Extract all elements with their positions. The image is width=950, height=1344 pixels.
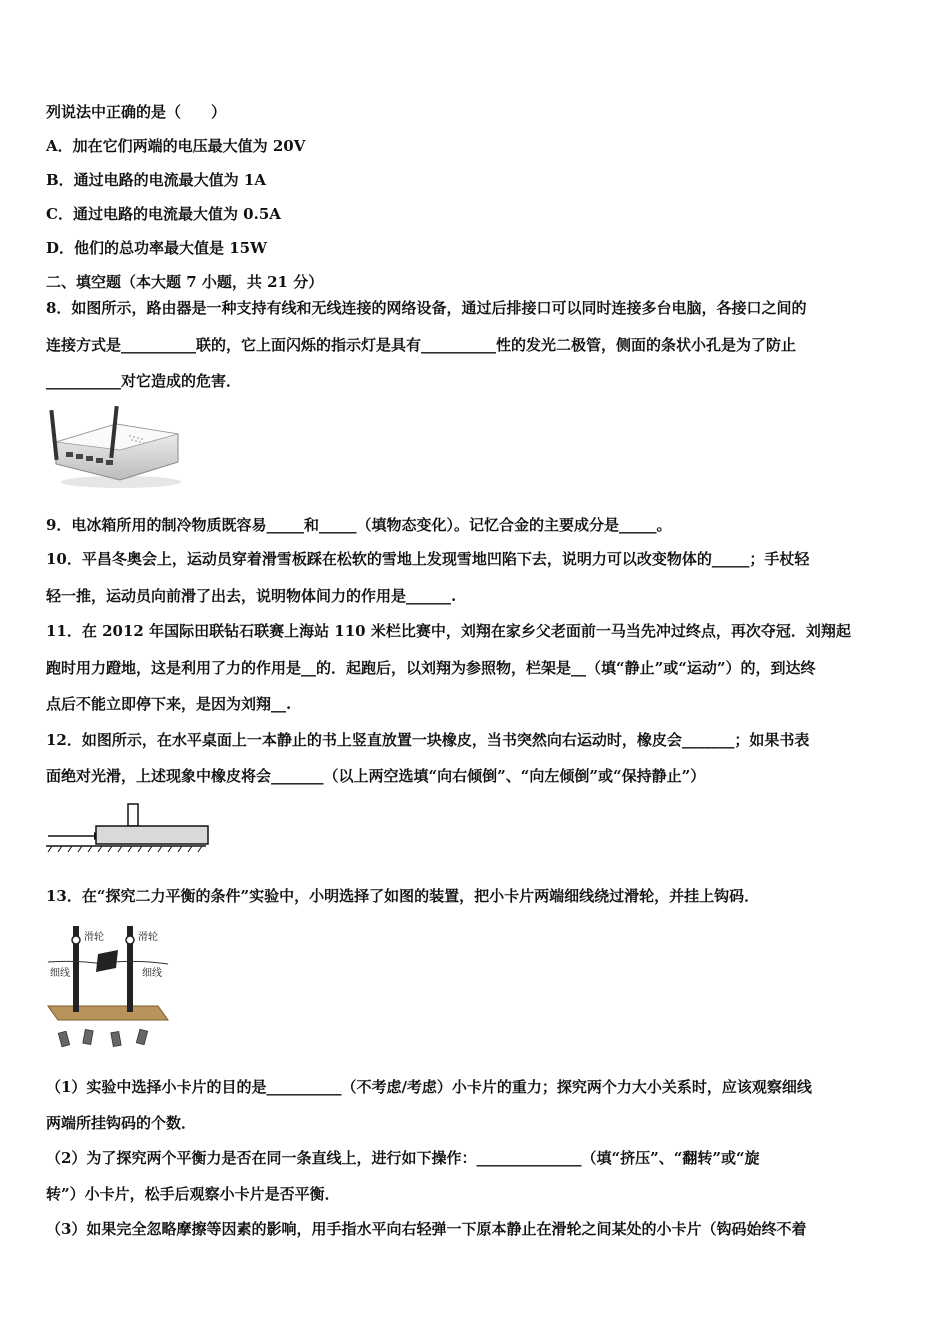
q13-sub3-line-1: （3）如果完全忽略摩擦等因素的影响，用手指水平向右轻弹一下原本静止在滑轮之间某处的小卡片（钩码始终不着	[46, 1220, 807, 1238]
q10-line-2: 轻一推，运动员向前滑了出去，说明物体间力的作用是______.	[46, 587, 457, 605]
small-card	[96, 950, 118, 972]
q7-stem-tail: 列说法中正确的是（ ）	[46, 103, 227, 121]
string-label-left: 细线	[50, 968, 70, 979]
q10-line-1: 10．平昌冬奥会上，运动员穿着滑雪板踩在松软的雪地上发现雪地凹陷下去，说明力可以改变物体的_____；手杖轻	[46, 550, 810, 568]
q13-sub1-line-2: 两端所挂钩码的个数．	[46, 1114, 197, 1132]
pulley-apparatus-figure	[46, 920, 171, 1055]
q13-sub2-line-1: （2）为了探究两个平衡力是否在同一条直线上，进行如下操作：______________（填“挤压”、“翻转”或“旋	[46, 1149, 760, 1167]
q8-line-3: __________对它造成的危害．	[46, 372, 242, 390]
q11-line-1: 11．在 2012 年国际田联钻石联赛上海站 110 米栏比赛中，刘翔在家乡父老面前一马当先冲过终点，再次夺冠．刘翔起	[46, 622, 851, 640]
q8-line-2: 连接方式是__________联的，它上面闪烁的指示灯是具有__________性的发光二极管，侧面的条状小孔是为了防止	[46, 336, 797, 354]
q7-option-c: C．通过电路的电流最大值为 0.5A	[46, 205, 281, 223]
q13-stem: 13．在“探究二力平衡的条件”实验中，小明选择了如图的装置，把小卡片两端细线绕过滑轮，并挂上钩码．	[46, 887, 760, 905]
pulley-label-right: 滑轮	[138, 932, 158, 943]
hook-weights	[58, 1029, 147, 1047]
q9-text: 9．电冰箱所用的制冷物质既容易_____和_____（填物态变化）。记忆合金的主要成分是_____。	[46, 516, 672, 534]
q11-line-2: 跑时用力蹬地，这是利用了力的作用是__的．起跑后，以刘翔为参照物，栏架是__（填“静止”或“运动”）的，到达终	[46, 659, 816, 677]
q7-option-b: B．通过电路的电流最大值为 1A	[46, 171, 266, 189]
q13-sub2-line-2: 转”）小卡片，松手后观察小卡片是否平衡．	[46, 1185, 340, 1203]
router-figure	[46, 402, 186, 492]
q12-line-1: 12．如图所示，在水平桌面上一本静止的书上竖直放置一块橡皮，当书突然向右运动时，橡皮会_______；如果书表	[46, 731, 810, 749]
eraser	[128, 804, 138, 826]
string-label-right: 细线	[142, 968, 162, 979]
q7-option-d: D．他们的总功率最大值是 15W	[46, 239, 267, 257]
book-eraser-figure	[46, 800, 211, 860]
section-heading: 二、填空题（本大题 7 小题，共 21 分）	[46, 273, 324, 291]
pulley-label-left: 滑轮	[84, 932, 104, 943]
book	[96, 826, 208, 844]
base-board	[48, 1006, 168, 1020]
q7-option-a: A．加在它们两端的电压最大值为 20V	[46, 137, 306, 155]
q12-line-2: 面绝对光滑，上述现象中橡皮将会_______（以上两空选填“向右倾倒”、“向左倾倒”或“保持静止”）	[46, 767, 706, 785]
q11-line-3: 点后不能立即停下来，是因为刘翔__.	[46, 695, 292, 713]
q8-line-1: 8．如图所示，路由器是一种支持有线和无线连接的网络设备，通过后排接口可以同时连接多台电脑，各接口之间的	[46, 299, 807, 317]
q13-sub1-line-1: （1）实验中选择小卡片的目的是__________（不考虑/考虑）小卡片的重力；探究两个力大小关系时，应该观察细线	[46, 1078, 812, 1096]
